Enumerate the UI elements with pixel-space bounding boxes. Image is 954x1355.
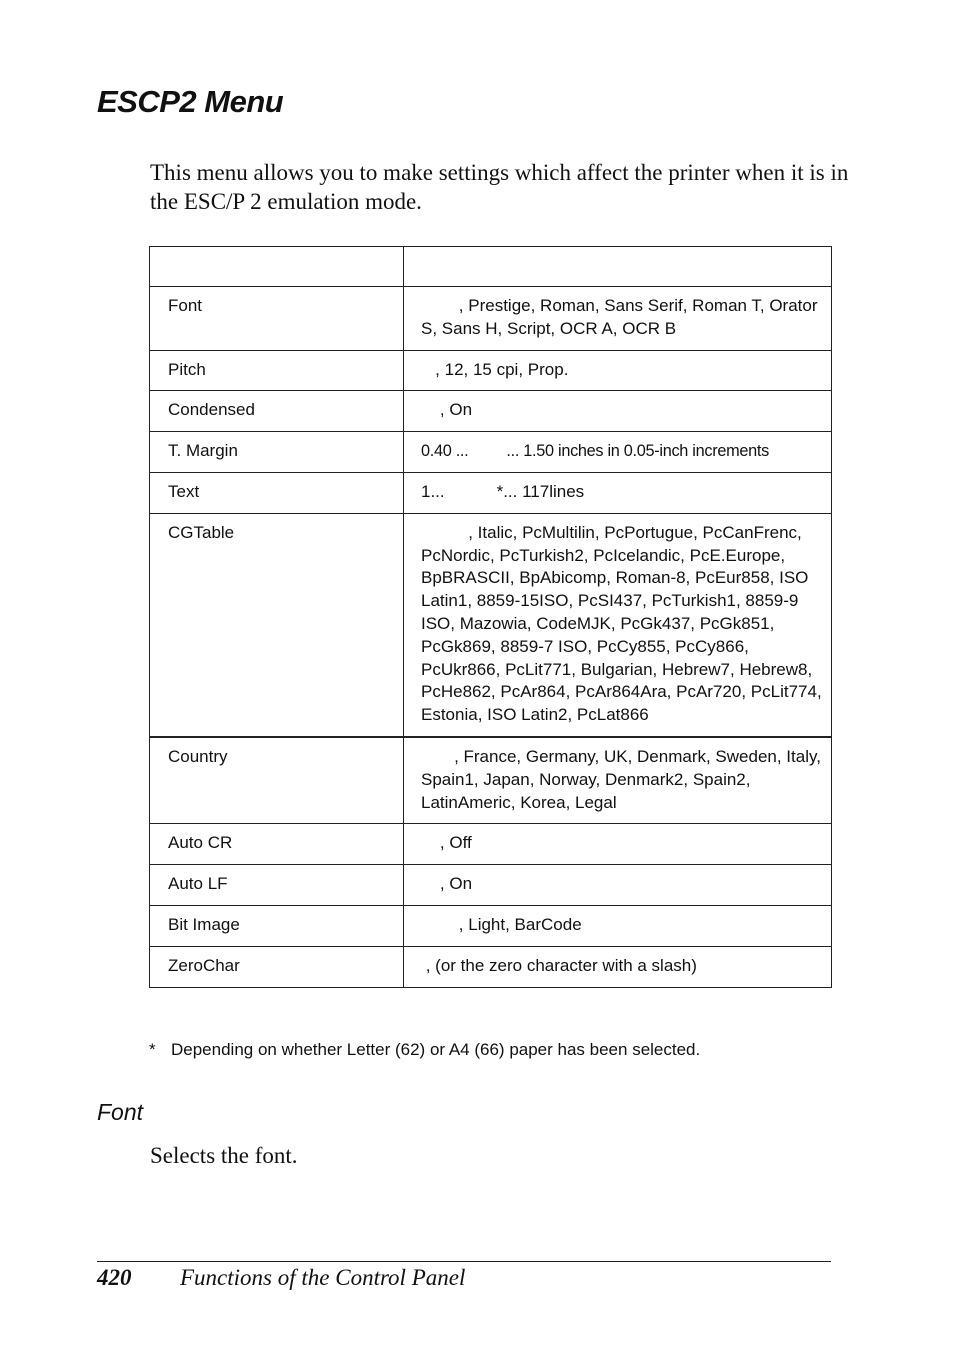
settings-cell: , France, Germany, UK, Denmark, Sweden, Italy, Spain1, Japan, Norway, Denmark2, Spain2, LatinAmeric, Korea, Legal xyxy=(404,737,832,824)
settings-cell: , Italic, PcMultilin, PcPortugue, PcCanFrenc, PcNordic, PcTurkish2, PcIcelandic, PcE.Europe, BpBRASCII, BpAbicomp, Roman-8, PcEur858, ISO Latin1, 8859-15ISO, PcSI437, PcTurkish1, 8859-9 ISO, Mazowia, CodeMJK, PcGk437, PcGk851, PcGk869, 8859-7 ISO, PcCy855, PcCy866, PcUkr866, PcLit771, Bulgarian, Hebrew7, Hebrew8, PcHe862, PcAr864, PcAr864Ara, PcAr720, PcLit774, Estonia, ISO Latin2, PcLat866 xyxy=(404,513,832,737)
footnote-marker: * xyxy=(149,1040,156,1059)
table-row xyxy=(150,432,832,473)
settings-cell: 0.40 ... ... 1.50 inches in 0.05-inch increments xyxy=(404,432,832,473)
item-cell: Auto LF xyxy=(150,865,404,906)
settings-cell: , Off xyxy=(404,824,832,865)
header-item-cell xyxy=(150,247,404,287)
footnote-text: Depending on whether Letter (62) or A4 (66) paper has been selected. xyxy=(171,1040,701,1059)
table-row xyxy=(150,865,832,906)
header-settings-cell xyxy=(404,247,832,287)
table-row xyxy=(150,905,832,946)
table-row xyxy=(150,350,832,391)
settings-cell: , On xyxy=(404,391,832,432)
settings-cell: , Light, BarCode xyxy=(404,905,832,946)
footer-divider xyxy=(97,1261,831,1262)
item-cell: CGTable xyxy=(150,513,404,737)
settings-cell: 1... *... 117lines xyxy=(404,472,832,513)
item-cell: Bit Image xyxy=(150,905,404,946)
table-row xyxy=(150,946,832,987)
settings-cell: , On xyxy=(404,865,832,906)
item-cell: Pitch xyxy=(150,350,404,391)
chapter-title: Functions of the Control Panel xyxy=(180,1265,466,1290)
table-row xyxy=(150,824,832,865)
table-row xyxy=(150,472,832,513)
table-footnote xyxy=(149,1040,700,1060)
intro-paragraph: This menu allows you to make settings which affect the printer when it is in the ESC/P 2 emulation mode. xyxy=(150,160,849,214)
settings-cell: , 12, 15 cpi, Prop. xyxy=(404,350,832,391)
page-title: ESCP2 Menu xyxy=(97,84,284,119)
table-header-row xyxy=(150,247,832,287)
table-row xyxy=(150,391,832,432)
section-text: Selects the font. xyxy=(150,1143,298,1168)
page-number: 420 xyxy=(97,1265,132,1290)
settings-cell: , Prestige, Roman, Sans Serif, Roman T, Orator S, Sans H, Script, OCR A, OCR B xyxy=(404,287,832,351)
escp2-settings-table xyxy=(149,246,832,988)
table-row xyxy=(150,513,832,737)
item-cell: Auto CR xyxy=(150,824,404,865)
table-row xyxy=(150,287,832,351)
section-heading: Font xyxy=(97,1099,144,1125)
settings-cell: , (or the zero character with a slash) xyxy=(404,946,832,987)
table-row xyxy=(150,737,832,824)
item-cell: T. Margin xyxy=(150,432,404,473)
item-cell: ZeroChar xyxy=(150,946,404,987)
item-cell: Text xyxy=(150,472,404,513)
item-cell: Country xyxy=(150,737,404,824)
item-cell: Condensed xyxy=(150,391,404,432)
item-cell: Font xyxy=(150,287,404,351)
